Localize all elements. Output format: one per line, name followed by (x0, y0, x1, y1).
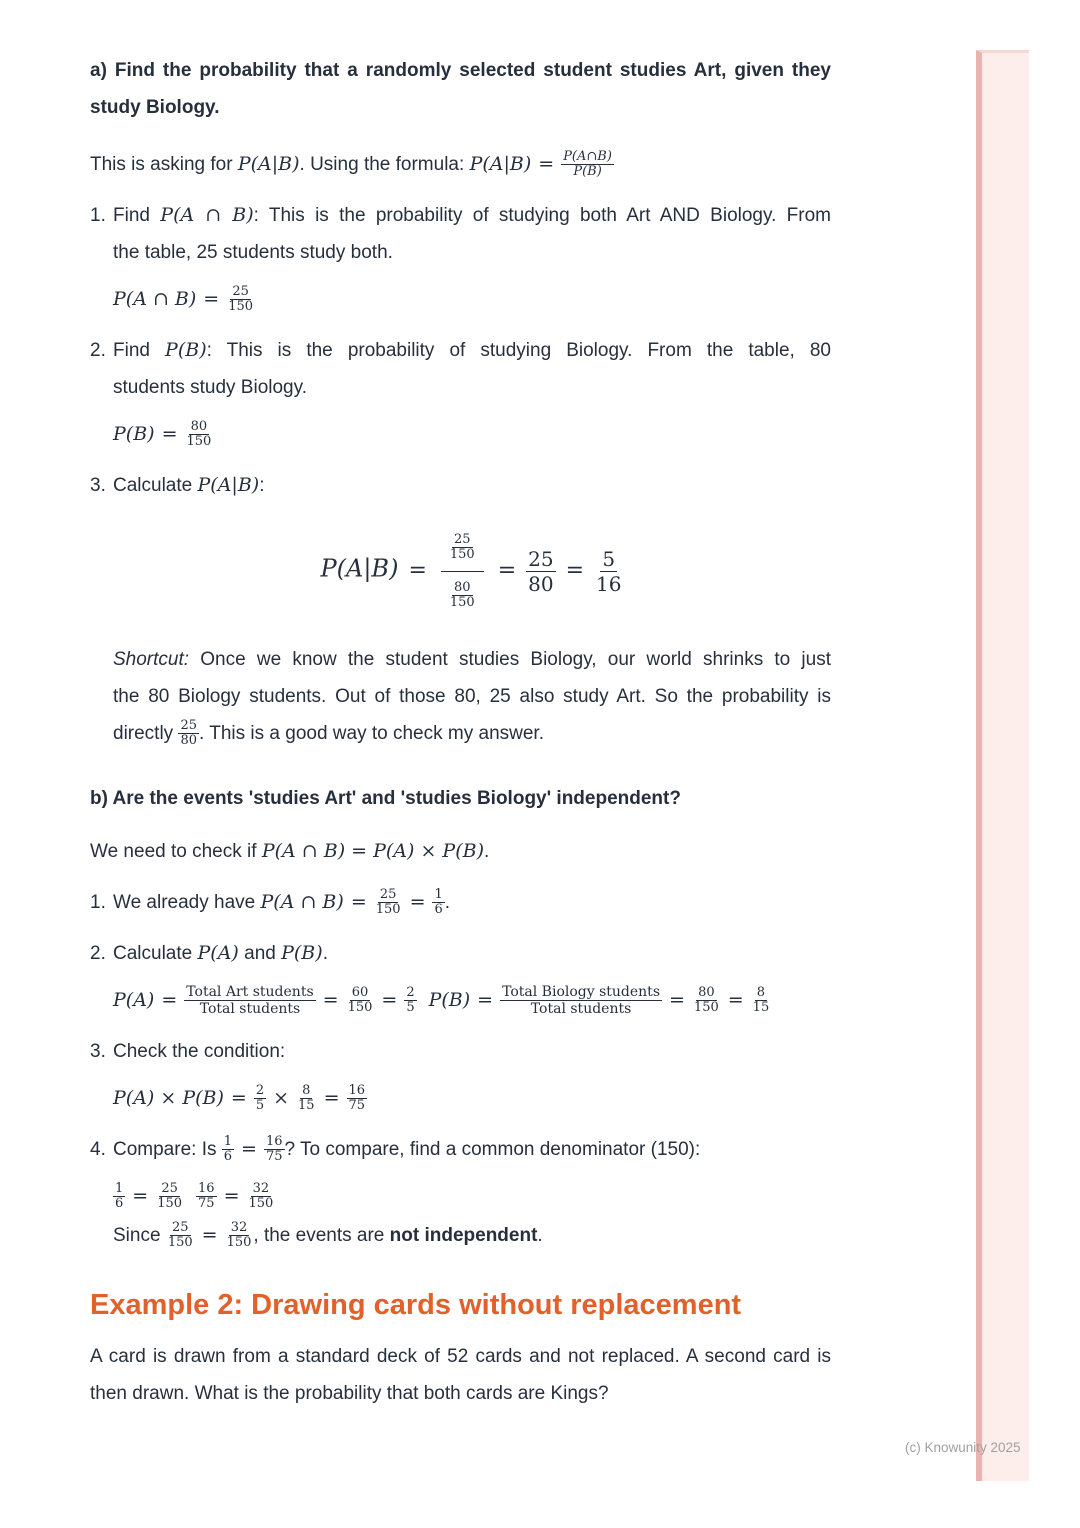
fraction-denominator: 15 (298, 1098, 315, 1114)
fraction-denominator: 150 (228, 299, 254, 315)
fraction-denominator: 75 (348, 1098, 366, 1114)
text-fraction (184, 984, 315, 1017)
item3-text: Calculate (113, 475, 198, 496)
intro-text-2: . Using the formula: (299, 154, 470, 175)
page-content (90, 52, 831, 1412)
not-independent-emphasis: not independent (389, 1225, 538, 1246)
b4-text: Compare: Is (113, 1139, 222, 1160)
list-number: 3. (90, 1041, 106, 1062)
item2-text: : This is the probability of studying Biology. From the table, 80 (206, 340, 831, 361)
fraction-denominator: P(B) (573, 164, 602, 180)
fraction-numerator: 25 (379, 886, 397, 902)
side-accent-band (976, 50, 1029, 1481)
equals-sign: = (477, 989, 494, 1011)
math-p-b: P(B) (281, 942, 323, 964)
math-independence-condition: P(A ∩ B) = P(A) × P(B) (261, 840, 485, 862)
text-fraction (500, 984, 662, 1017)
list-item-2 (90, 332, 831, 453)
fraction-numerator: 80 (454, 579, 471, 595)
b1-text: We already have (113, 892, 261, 913)
list-item-body (113, 197, 831, 318)
equals-sign: = (223, 1185, 240, 1207)
fraction-numerator: 2 (255, 1082, 265, 1098)
math-p-a: P(A) (197, 942, 239, 964)
fraction-denominator: 150 (693, 1000, 719, 1016)
b2-text: Calculate (113, 943, 198, 964)
fraction-numerator: Total Art students (186, 984, 314, 1001)
fraction-numerator: 8 (302, 1082, 311, 1098)
fraction (225, 1221, 254, 1252)
fraction-numerator: 25 (171, 1219, 189, 1235)
b2-line1 (113, 935, 831, 972)
equals-sign: = (161, 989, 178, 1011)
b2-text: and (238, 943, 282, 964)
copyright-watermark: (c) Knowunity 2025 (905, 1440, 1021, 1455)
math-p-a-given-b: P(A|B) (320, 554, 399, 583)
equals-sign: = (538, 153, 555, 175)
fraction (226, 285, 255, 316)
math-p-a-given-b: P(A|B) (197, 474, 260, 496)
fraction-numerator: 2 (406, 984, 415, 1000)
fraction (594, 547, 623, 596)
fraction-numerator: 8 (756, 984, 766, 1000)
fraction-denominator: 150 (248, 1196, 274, 1212)
math-p-a-and-b: P(A ∩ B) (160, 204, 254, 226)
b3-math (113, 1080, 831, 1117)
item1-text: Find (113, 205, 161, 226)
part-b-heading: b) Are the events 'studies Art' and 'studies Biology' independent? (90, 788, 681, 809)
fraction-denominator: 150 (226, 1235, 252, 1251)
list-item-1 (90, 884, 831, 921)
shortcut-line2: the 80 Biology students. Out of those 80, 25 also study Art. So the probability is (113, 686, 831, 707)
shortcut-line1 (113, 641, 831, 678)
list-item-body (113, 467, 831, 752)
times-sign: × (273, 1087, 290, 1109)
example2-line1: A card is drawn from a standard deck of 52 cards and not replaced. A second card is (90, 1346, 831, 1367)
fraction (751, 986, 772, 1017)
fraction-denominator: 6 (115, 1196, 124, 1212)
fraction (296, 1084, 317, 1115)
list-item-2 (90, 935, 831, 1019)
b1-text: . (444, 892, 451, 913)
math-p-a-times-p-b: P(A) × P(B) (113, 1087, 224, 1109)
fraction-numerator: 25 (454, 531, 471, 547)
fraction-numerator: 1 (115, 1180, 124, 1196)
nested-numerator (441, 528, 484, 572)
b4-convert-line (113, 1178, 831, 1215)
fraction-denominator: 80 (180, 733, 198, 749)
math-p-a: P(A) (113, 989, 155, 1011)
item3-line1 (113, 467, 831, 504)
fraction-denominator: 6 (434, 902, 443, 918)
item1-line2: the table, 25 students study both. (113, 242, 393, 263)
relation-sign: = (201, 1224, 218, 1246)
fraction (178, 719, 199, 750)
fraction-numerator: 5 (602, 547, 616, 571)
fraction-denominator: 150 (449, 547, 475, 563)
fraction (222, 1135, 234, 1166)
item1-text: : This is the probability of studying both Art AND Biology. From (253, 205, 831, 226)
equals-sign: = (241, 1138, 257, 1160)
equals-sign: = (203, 288, 220, 310)
example2-heading: Example 2: Drawing cards without replacement (90, 1289, 742, 1321)
shortcut-paragraph (113, 641, 831, 752)
equals-sign: = (230, 1087, 247, 1109)
fraction (448, 581, 477, 612)
fraction-denominator: 150 (449, 595, 475, 611)
list-item-3 (90, 467, 831, 752)
fraction (347, 1084, 368, 1115)
fraction-numerator: 25 (161, 1180, 178, 1196)
fraction-denominator: Total students (530, 1001, 632, 1018)
fraction-numerator: 25 (180, 717, 198, 733)
fraction-numerator: Total Biology students (502, 984, 660, 1001)
list-number: 3. (90, 475, 106, 496)
fraction-denominator: 15 (752, 1000, 770, 1016)
equals-sign: = (350, 891, 367, 913)
shortcut-label: Shortcut: (113, 649, 190, 670)
equals-sign: = (409, 891, 426, 913)
fraction (432, 888, 444, 919)
item2-line1 (113, 332, 831, 369)
math-p-a-given-b: P(A|B) (469, 153, 532, 175)
fraction-denominator: 6 (223, 1149, 233, 1165)
equals-sign: = (669, 989, 685, 1011)
fraction (185, 420, 214, 451)
equals-sign: = (323, 1087, 340, 1109)
list-item-1 (90, 197, 831, 318)
equals-sign: = (322, 989, 339, 1011)
b4-text: , the events are (253, 1225, 390, 1246)
math-p-b: P(B) (113, 423, 155, 445)
list-number: 2. (90, 340, 106, 361)
shortcut-line3 (113, 715, 831, 752)
formula-fraction (561, 150, 614, 181)
shortcut-text: directly (113, 723, 179, 744)
fraction-numerator: 1 (434, 886, 443, 902)
fraction-denominator: 5 (406, 1000, 415, 1016)
list-item-body (113, 1033, 831, 1117)
fraction-numerator: 16 (265, 1133, 283, 1149)
fraction (155, 1182, 184, 1213)
b2-text: . (322, 943, 328, 964)
fraction-denominator: 5 (255, 1098, 265, 1114)
fraction (448, 533, 477, 564)
nested-denominator (441, 572, 484, 615)
item2-line2: students study Biology. (113, 377, 307, 398)
intro-text: . (484, 841, 490, 862)
equals-sign: = (565, 557, 585, 583)
fraction (374, 888, 403, 919)
list-item-body (113, 332, 831, 453)
fraction-denominator: 150 (167, 1235, 193, 1251)
fraction (404, 986, 416, 1017)
fraction-numerator: 1 (223, 1133, 233, 1149)
list-number: 1. (90, 892, 106, 913)
fraction (692, 986, 721, 1017)
fraction (254, 1084, 266, 1115)
b3-line1: Check the condition: (113, 1041, 286, 1062)
fraction-denominator: 150 (347, 1000, 373, 1016)
math-p-b: P(B) (428, 989, 471, 1011)
math-p-b: P(B) (165, 339, 207, 361)
b4-text: ? To compare, find a common denominator (150): (284, 1139, 701, 1160)
fraction-denominator: 75 (198, 1196, 215, 1212)
equals-sign: = (727, 989, 744, 1011)
math-p-a-and-b: P(A ∩ B) (113, 288, 197, 310)
b4-line1 (113, 1131, 831, 1168)
item2-text: Find (113, 340, 166, 361)
list-item-3 (90, 1033, 831, 1117)
equals-sign: = (381, 989, 398, 1011)
b4-text: . (537, 1225, 543, 1246)
display-equation (113, 528, 831, 615)
b4-conclusion-line (113, 1217, 831, 1254)
fraction-denominator: 75 (265, 1149, 283, 1165)
b2-math (113, 982, 831, 1019)
fraction-denominator: 150 (157, 1196, 183, 1212)
fraction-numerator: 80 (698, 984, 715, 1000)
b4-text: Since (113, 1225, 166, 1246)
fraction-numerator: 25 (528, 547, 554, 571)
list-item-body (113, 884, 831, 921)
part-a-heading-line1: a) Find the probability that a randomly selected student studies Art, given they (90, 60, 831, 81)
equals-sign: = (161, 423, 178, 445)
equals-sign: = (408, 557, 427, 583)
example2-line2: then drawn. What is the probability that both cards are Kings? (90, 1383, 609, 1404)
list-number: 4. (90, 1139, 106, 1160)
shortcut-text: Once we know the student studies Biology, our world shrinks to just (189, 649, 831, 670)
part-b-intro (90, 833, 831, 870)
item3-text: : (259, 475, 265, 496)
nested-fraction (441, 528, 484, 615)
fraction-numerator: 25 (232, 283, 249, 299)
fraction-denominator: 150 (186, 434, 212, 450)
fraction (113, 1182, 125, 1213)
fraction (346, 986, 375, 1017)
fraction (264, 1135, 285, 1166)
shortcut-text: . This is a good way to check my answer. (199, 723, 544, 744)
fraction-denominator: 16 (596, 572, 622, 596)
list-item-body (113, 1131, 831, 1254)
intro-text: We need to check if (90, 841, 262, 862)
fraction (196, 1182, 217, 1213)
fraction-numerator: 32 (230, 1219, 248, 1235)
equals-sign: = (132, 1185, 149, 1207)
fraction-numerator: 60 (351, 984, 369, 1000)
intro-text-1: This is asking for (90, 154, 238, 175)
list-number: 1. (90, 205, 106, 226)
math-p-a-and-b: P(A ∩ B) (260, 891, 344, 913)
item2-math (113, 416, 831, 453)
fraction-numerator: 32 (252, 1180, 270, 1196)
item1-line1 (113, 197, 831, 234)
equals-sign: = (497, 557, 517, 583)
fraction-denominator: 150 (375, 902, 401, 918)
list-item-body (113, 935, 831, 1019)
part-a-heading-line2: study Biology. (90, 97, 220, 118)
fraction-denominator: 80 (528, 572, 554, 596)
item1-math (113, 281, 831, 318)
fraction-denominator: Total students (199, 1001, 301, 1018)
math-p-a-given-b: P(A|B) (237, 153, 300, 175)
part-a-intro-line (90, 146, 831, 183)
list-item-4 (90, 1131, 831, 1254)
fraction-numerator: 16 (198, 1180, 215, 1196)
example2-paragraph (90, 1338, 831, 1412)
list-number: 2. (90, 943, 106, 964)
fraction (526, 547, 555, 596)
fraction (247, 1182, 276, 1213)
fraction-numerator: P(A∩B) (563, 148, 612, 164)
fraction-numerator: 80 (190, 418, 208, 434)
fraction-numerator: 16 (348, 1082, 366, 1098)
fraction (166, 1221, 195, 1252)
